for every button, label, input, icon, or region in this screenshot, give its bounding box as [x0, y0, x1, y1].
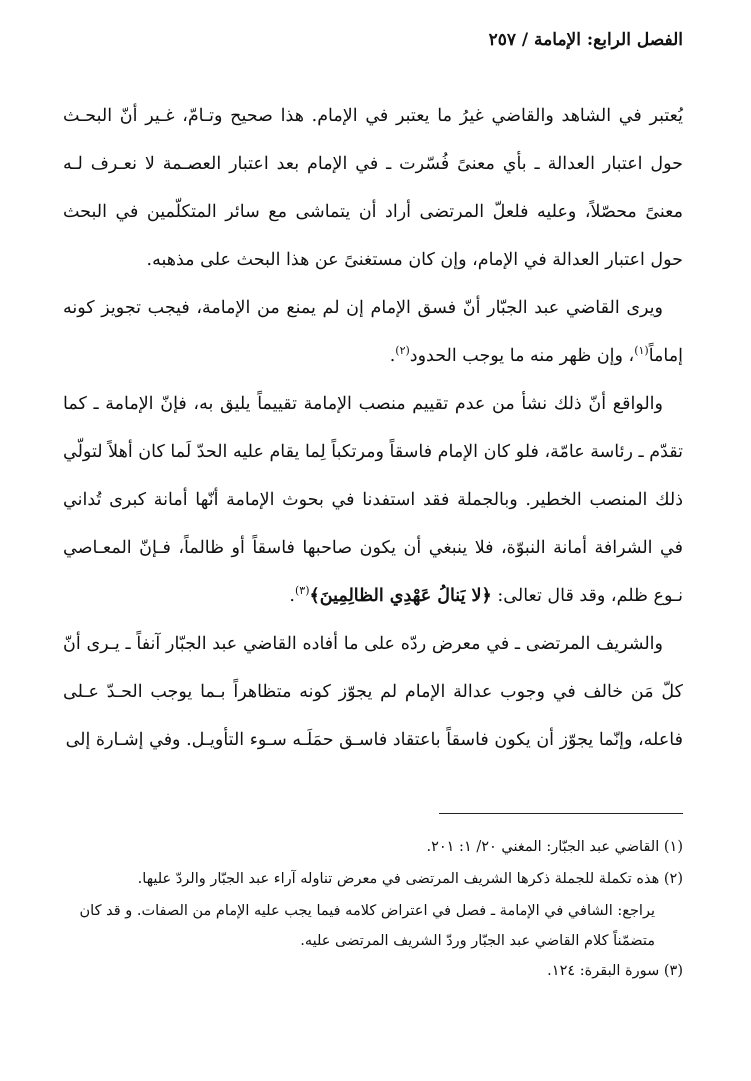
paragraph-3 — [63, 380, 683, 620]
main-text — [63, 92, 683, 764]
footnote-3: (٣) سورة البقرة: ١٢٤. — [547, 963, 683, 979]
paragraph-2-text-b: ، وإن ظهر منه ما يوجب الحدود — [409, 346, 635, 366]
footnote-separator — [439, 813, 683, 814]
paragraph-3-text-b: . — [289, 586, 295, 606]
footnotes-section — [63, 832, 683, 988]
footnote-2-continuation: يراجع: الشافي في الإمامة ـ فصل في اعتراض كلامه فيما يجب عليه الإمام من الصفات. و قد كان متضمّناً كلام القاضي عبد الجبّار وردّ الشريف المرتضى عليه. — [79, 903, 655, 949]
footnote-2: (٢) هذه تكملة للجملة ذكرها الشريف المرتضى في معرض تناوله آراء عبد الجبّار والردّ عليها. — [137, 871, 683, 887]
footnote-ref-1[interactable]: (١) — [634, 344, 649, 358]
footnote-ref-3[interactable]: (٣) — [294, 584, 310, 598]
paragraph-2-text-c: . — [389, 346, 396, 366]
quran-verse: ﴿لا يَنالُ عَهْدِي الظالِمِينَ﴾ — [309, 586, 492, 606]
running-header: الفصل الرابع: الإمامة / ٢٥٧ — [488, 30, 683, 50]
paragraph-3-text-a: والواقع أنّ ذلك نشأ من عدم تقييم منصب الإمامة تقييماً يليق به، فإنّ الإمامة ـ كما تقدّم ـ رئاسة عامّة، فلو كان الإمام فاسقاً ومرتكباً لِما يقام عليه الحدّ لَما كان أهلاً لتولّي ذلك المنصب الخطير. وبالجملة فقد استفدنا في بحوث الإمامة أنّها أمانة كبرى تُداني في الشرافة أمانة النبوّة، فلا ينبغي أن يكون صاحبها فاسقاً أو ظالماً، فـإنّ المعـاصي نـوع ظلم، وقد قال تعالى: — [63, 394, 683, 606]
paragraph-1: يُعتبر في الشاهد والقاضي غيرُ ما يعتبر في الإمام. هذا صحيح وتـامّ، غـير أنّ البحـث حول اعتبار العدالة ـ بأي معنىً فُسّرت ـ في الإمام بعد اعتبار العصـمة لا نعـرف لـه معنىً محصّلاً، وعليه فلعلّ المرتضى أراد أن يتماشى مع سائر المتكلّمين في البحث حول اعتبار العدالة في الإمام، وإن كان مستغنىً عن هذا البحث على مذهبه. — [63, 106, 683, 270]
footnote-1: (١) القاضي عبد الجبّار: المغني ٢٠/ ١: ٢٠١. — [426, 839, 683, 855]
paragraph-2-text-a: ويرى القاضي عبد الجبّار أنّ فسق الإمام إن لم يمنع من الإمامة، فيجب تجويز كونه إماماً — [63, 298, 683, 366]
paragraph-2 — [63, 284, 683, 380]
footnote-ref-2[interactable]: (٢) — [395, 344, 410, 358]
paragraph-4: والشريف المرتضى ـ في معرض ردّه على ما أفاده القاضي عبد الجبّار آنفاً ـ يـرى أنّ كلّ مَن خالف في وجوب عدالة الإمام لم يجوّز كونه متظاهراً بـما يوجب الحـدّ عـلى فاعله، وإنّما يجوّز أن يكون فاسقاً باعتقاد فاسـق حمَلَـه سـوء التأويـل. وفي إشـارة إلى — [63, 634, 683, 750]
